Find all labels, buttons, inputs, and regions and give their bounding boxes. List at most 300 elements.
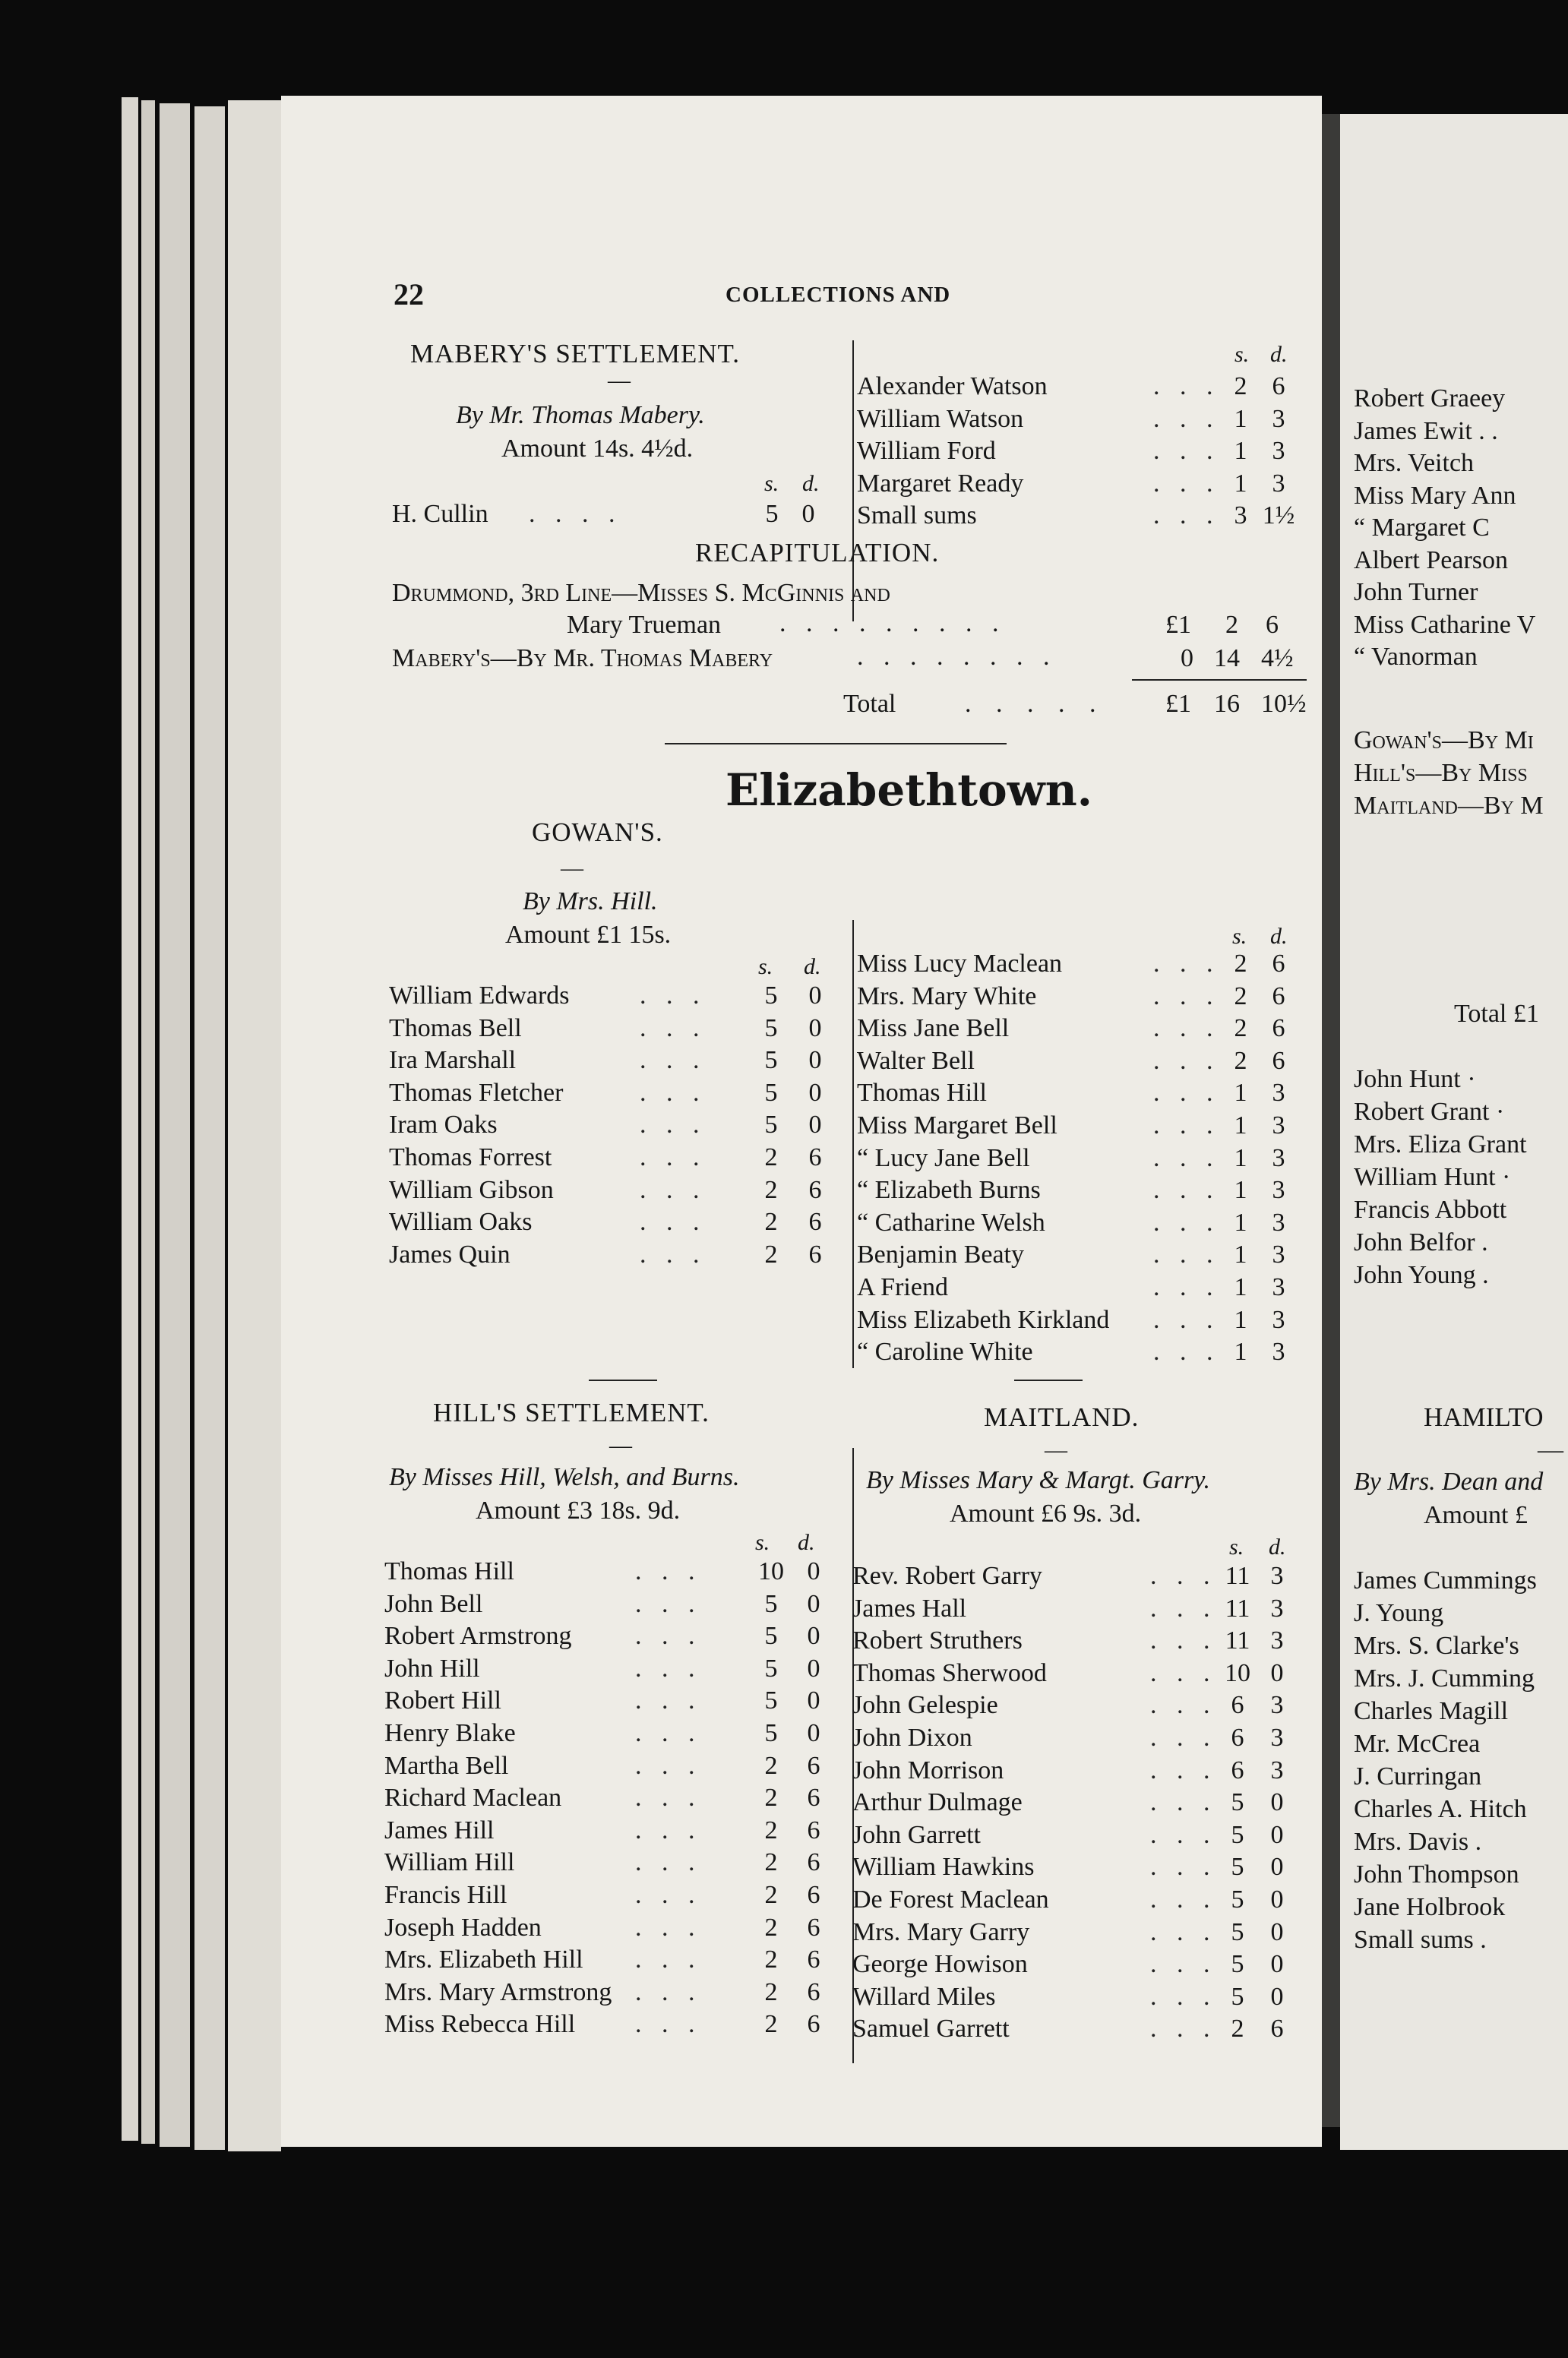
amount-d: 6 bbox=[807, 1784, 820, 1813]
right-page-line: Charles A. Hitch bbox=[1354, 1795, 1527, 1823]
leader-dots: . . . bbox=[1150, 1756, 1217, 1784]
amount-s: 11 bbox=[1225, 1594, 1250, 1623]
leader-dots: . . . bbox=[1153, 1111, 1220, 1139]
leader-dots: . . . bbox=[1150, 1594, 1217, 1623]
section-title-maitland: MAITLAND. bbox=[984, 1402, 1140, 1432]
leader-dots: . . . bbox=[1153, 1305, 1220, 1334]
donor-name: H. Cullin bbox=[392, 500, 488, 528]
column-head-s: s. bbox=[755, 1530, 770, 1555]
list-item bbox=[857, 468, 1322, 500]
list-item bbox=[852, 1917, 1322, 1949]
right-page-line: J. Young bbox=[1354, 1599, 1444, 1627]
amount-d: 3 bbox=[1272, 1305, 1285, 1334]
list-item bbox=[857, 1110, 1322, 1142]
donor-name: Richard Maclean bbox=[384, 1784, 562, 1813]
right-page-line: Gowan's—By Mi bbox=[1354, 726, 1534, 754]
donor-name: Benjamin Beaty bbox=[857, 1241, 1025, 1269]
amount-d: 0 bbox=[808, 981, 822, 1010]
total-s: 16 bbox=[1214, 690, 1240, 718]
amount-d: 0 bbox=[807, 1622, 820, 1651]
leader-dots: . . . . . . . . bbox=[857, 643, 1057, 671]
list-item bbox=[852, 1981, 1322, 2013]
donor-name: William Oaks bbox=[389, 1208, 533, 1237]
donor-name: Francis Hill bbox=[384, 1881, 507, 1909]
collector-line: By Misses Mary & Margt. Garry. bbox=[866, 1466, 1210, 1494]
amount-d: 0 bbox=[807, 1589, 820, 1618]
donor-name: Miss Elizabeth Kirkland bbox=[857, 1305, 1110, 1334]
amount-s: 1 bbox=[1234, 1305, 1247, 1334]
amount-d: 0 bbox=[808, 1111, 822, 1139]
donor-name: Willard Miles bbox=[852, 1982, 996, 2011]
amount-d: 6 bbox=[807, 1881, 820, 1909]
list-item bbox=[857, 1143, 1322, 1174]
donor-name: William Watson bbox=[857, 404, 1024, 433]
page-edge bbox=[194, 106, 225, 2150]
donor-name: William Edwards bbox=[389, 981, 570, 1010]
amount-d: 6 bbox=[807, 1751, 820, 1780]
list-item bbox=[384, 1977, 855, 2009]
amount-d: 6 bbox=[1272, 950, 1285, 978]
amount-d: 0 bbox=[808, 1046, 822, 1075]
right-page-line: “ Vanorman bbox=[1354, 643, 1478, 671]
right-page-heading: HAMILTO bbox=[1424, 1402, 1544, 1432]
amount-s: 2 bbox=[1231, 2015, 1244, 2043]
page-edge bbox=[122, 97, 138, 2141]
list-item bbox=[389, 1077, 860, 1109]
list-item bbox=[857, 371, 1322, 403]
amount-s: 2 bbox=[764, 1240, 778, 1269]
amount-s: 5 bbox=[1231, 1950, 1244, 1979]
section-dash: — bbox=[561, 855, 583, 880]
amount-line: Amount £3 18s. 9d. bbox=[476, 1497, 681, 1525]
leader-dots: . . . bbox=[635, 2010, 702, 2039]
donor-name: Rev. Robert Garry bbox=[852, 1562, 1042, 1590]
amount-s: 2 bbox=[764, 2010, 778, 2039]
leader-dots: . . . bbox=[635, 1719, 702, 1747]
town-heading: Elizabethtown. bbox=[726, 764, 1092, 816]
amount-d: 0 bbox=[1270, 1885, 1284, 1914]
page-edge bbox=[160, 103, 190, 2147]
amount-s: 6 bbox=[1231, 1691, 1244, 1720]
leader-dots: . . . bbox=[640, 1013, 707, 1042]
list-item bbox=[852, 1593, 1322, 1625]
amount-s: 2 bbox=[764, 1848, 778, 1877]
right-page-line: Mrs. S. Clarke's bbox=[1354, 1632, 1519, 1660]
leader-dots: . . . bbox=[1150, 1950, 1217, 1979]
leader-dots: . . . bbox=[1153, 404, 1220, 433]
leader-dots: . . . bbox=[640, 1078, 707, 1107]
leader-dots: . . . bbox=[1153, 981, 1220, 1010]
list-item bbox=[852, 1949, 1322, 1980]
leader-dots: . . . bbox=[1150, 1724, 1217, 1752]
list-item bbox=[857, 1013, 1322, 1045]
amount-line: Amount £1 15s. bbox=[505, 921, 672, 949]
recap-amt-d: 4½ bbox=[1261, 644, 1294, 672]
amount-d: 3 bbox=[1270, 1562, 1284, 1590]
donor-name: William Gibson bbox=[389, 1175, 554, 1204]
right-page-line: Hill's—By Miss bbox=[1354, 759, 1528, 787]
amount-d: 3 bbox=[1272, 437, 1285, 465]
amount-d: 3 bbox=[1272, 1338, 1285, 1367]
list-item bbox=[389, 1045, 860, 1076]
donor-name: William Hawkins bbox=[852, 1853, 1035, 1882]
leader-dots: . . . bbox=[1153, 1143, 1220, 1172]
page-edge bbox=[228, 100, 281, 2151]
leader-dots: . . . bbox=[1153, 501, 1220, 529]
leader-dots: . . . bbox=[1150, 2015, 1217, 2043]
amount-d: 3 bbox=[1272, 1208, 1285, 1237]
donor-name: Thomas Forrest bbox=[389, 1143, 552, 1171]
leader-dots: . . . bbox=[635, 1589, 702, 1618]
list-item bbox=[852, 1658, 1322, 1689]
amount-s: 5 bbox=[764, 1686, 778, 1715]
column-head-d: d. bbox=[1270, 342, 1288, 367]
running-head: COLLECTIONS AND bbox=[726, 283, 951, 307]
section-dash: — bbox=[608, 368, 631, 393]
amount-s: 1 bbox=[1234, 1176, 1247, 1205]
column-head-s: s. bbox=[1229, 1535, 1244, 1560]
amount-s: 5 bbox=[764, 1589, 778, 1618]
recap-line-1b: Mary Trueman bbox=[567, 611, 722, 639]
leader-dots: . . . bbox=[1153, 950, 1220, 978]
leader-dots: . . . . . . . . . bbox=[779, 609, 1006, 637]
list-item bbox=[852, 1819, 1322, 1851]
amount-d: 6 bbox=[808, 1240, 822, 1269]
amount-s: 2 bbox=[1234, 950, 1247, 978]
right-page bbox=[1340, 114, 1568, 2150]
amount-d: 3 bbox=[1272, 1241, 1285, 1269]
list-item bbox=[857, 1045, 1322, 1077]
amount-s: 10 bbox=[1225, 1658, 1250, 1687]
donor-name: Miss Margaret Bell bbox=[857, 1111, 1057, 1139]
list-item bbox=[384, 1588, 855, 1620]
column-head-d: d. bbox=[802, 471, 820, 496]
page-number: 22 bbox=[394, 277, 424, 311]
amount-s: 2 bbox=[764, 1881, 778, 1909]
amount-s: 1 bbox=[1234, 1143, 1247, 1172]
leader-dots: . . . bbox=[1153, 1079, 1220, 1108]
list-item bbox=[857, 1077, 1322, 1109]
amount-d: 3 bbox=[1272, 1111, 1285, 1139]
column-head-d: d. bbox=[798, 1530, 815, 1555]
list-item bbox=[389, 1206, 860, 1238]
list-item bbox=[384, 1912, 855, 1944]
amount-s: 5 bbox=[764, 1654, 778, 1683]
amount-d: 3 bbox=[1272, 1273, 1285, 1301]
donor-name: “ Elizabeth Burns bbox=[857, 1176, 1041, 1205]
donor-name: William Hill bbox=[384, 1848, 515, 1877]
amount-d: 0 bbox=[807, 1686, 820, 1715]
amount-line: Amount £6 9s. 3d. bbox=[950, 1500, 1142, 1528]
leader-dots: . . . bbox=[635, 1881, 702, 1909]
amount-s: 2 bbox=[764, 1946, 778, 1974]
leader-dots: . . . . bbox=[529, 500, 622, 528]
right-page-line: Mrs. Davis . bbox=[1354, 1828, 1482, 1856]
list-item bbox=[852, 1851, 1322, 1883]
amount-d: 0 bbox=[807, 1719, 820, 1747]
amount-d: 6 bbox=[808, 1143, 822, 1171]
amount-s: 5 bbox=[1231, 1853, 1244, 1882]
leader-dots: . . . bbox=[1153, 1014, 1220, 1043]
donor-name: Thomas Bell bbox=[389, 1013, 522, 1042]
right-page-line: James Cummings bbox=[1354, 1566, 1537, 1595]
list-item bbox=[384, 1847, 855, 1879]
amount-d: 3 bbox=[1270, 1756, 1284, 1784]
donor-name: William Ford bbox=[857, 437, 996, 465]
amount-s: 5 bbox=[764, 1622, 778, 1651]
amount-s: 2 bbox=[764, 1816, 778, 1844]
amount-s: 6 bbox=[1231, 1724, 1244, 1752]
donor-name: Robert Armstrong bbox=[384, 1622, 572, 1651]
right-page-line: Miss Catharine V bbox=[1354, 610, 1536, 639]
amount-d: 3 bbox=[1272, 404, 1285, 433]
donor-name: Henry Blake bbox=[384, 1719, 516, 1747]
leader-dots: . . . bbox=[1153, 372, 1220, 400]
right-page-line: Mrs. Veitch bbox=[1354, 449, 1475, 477]
amount-s: 2 bbox=[1234, 1014, 1247, 1043]
amount-s: 1 bbox=[1234, 1111, 1247, 1139]
amount-s: 2 bbox=[1234, 1046, 1247, 1075]
leader-dots: . . . bbox=[1153, 1208, 1220, 1237]
right-page-line: Robert Graeey bbox=[1354, 384, 1506, 412]
donor-name: Mrs. Elizabeth Hill bbox=[384, 1946, 583, 1974]
list-item bbox=[857, 1239, 1322, 1271]
amount-d: 3 bbox=[1272, 469, 1285, 498]
leader-dots: . . . bbox=[1153, 437, 1220, 465]
leader-dots: . . . bbox=[640, 1240, 707, 1269]
amount-s: 5 bbox=[764, 1078, 778, 1107]
amount-d: 6 bbox=[808, 1175, 822, 1204]
list-item bbox=[852, 2013, 1322, 2045]
right-page-line: Maitland—By M bbox=[1354, 792, 1544, 820]
right-page-line: John Thompson bbox=[1354, 1860, 1519, 1889]
left-page bbox=[281, 96, 1322, 2147]
right-page-line: Mrs. Eliza Grant bbox=[1354, 1130, 1527, 1158]
leader-dots: . . . bbox=[635, 1622, 702, 1651]
amount-s: 1 bbox=[1234, 437, 1247, 465]
donor-name: Miss Jane Bell bbox=[857, 1014, 1010, 1043]
page-edge bbox=[141, 100, 155, 2144]
amount-s: 5 bbox=[764, 1013, 778, 1042]
amount-d: 6 bbox=[807, 2010, 820, 2039]
amount-d: 6 bbox=[808, 1208, 822, 1237]
amount-s: 5 bbox=[1231, 1788, 1244, 1817]
right-page-line: John Young . bbox=[1354, 1261, 1489, 1289]
right-page-line: Albert Pearson bbox=[1354, 545, 1509, 574]
right-page-line: Miss Mary Ann bbox=[1354, 481, 1516, 510]
right-page-line: John Belfor . bbox=[1354, 1228, 1488, 1256]
amount-d: 3 bbox=[1270, 1594, 1284, 1623]
donor-name: John Hill bbox=[384, 1654, 480, 1683]
right-page-line: Robert Grant · bbox=[1354, 1098, 1505, 1126]
right-page-line: “ Margaret C bbox=[1354, 514, 1490, 542]
total-d: 10½ bbox=[1261, 690, 1307, 718]
divider bbox=[1014, 1380, 1083, 1381]
donor-name: Mrs. Mary White bbox=[857, 981, 1037, 1010]
amount-d: 3 bbox=[1270, 1626, 1284, 1655]
column-head-d: d. bbox=[1270, 924, 1288, 949]
list-item bbox=[389, 1174, 860, 1206]
column-head-s: s. bbox=[1234, 342, 1250, 367]
right-page-amount: Amount £ bbox=[1424, 1501, 1528, 1529]
list-item bbox=[384, 1685, 855, 1717]
donor-name: James Hill bbox=[384, 1816, 495, 1844]
section-title-hills: HILL'S SETTLEMENT. bbox=[433, 1398, 710, 1427]
leader-dots: . . . bbox=[1153, 469, 1220, 498]
leader-dots: . . . bbox=[640, 1143, 707, 1171]
list-item bbox=[389, 1013, 860, 1045]
collector-line: By Mr. Thomas Mabery. bbox=[456, 401, 705, 429]
list-item bbox=[857, 1207, 1322, 1239]
amount-d: 6 bbox=[807, 1848, 820, 1877]
collector-line: By Misses Hill, Welsh, and Burns. bbox=[389, 1463, 740, 1491]
amount-s: 3 bbox=[1234, 501, 1247, 529]
column-head-s: s. bbox=[1232, 924, 1247, 949]
amount-d: 0 bbox=[1270, 1820, 1284, 1849]
donor-name: Thomas Hill bbox=[384, 1557, 514, 1585]
recap-line-2: Mabery's—By Mr. Thomas Mabery bbox=[392, 644, 773, 672]
list-item bbox=[857, 500, 1322, 532]
leader-dots: . . . bbox=[1150, 1820, 1217, 1849]
right-page-line: James Ewit . . bbox=[1354, 416, 1498, 445]
leader-dots: . . . bbox=[635, 1654, 702, 1683]
amount-d: 6 bbox=[1270, 2015, 1284, 2043]
right-page-line: Francis Abbott bbox=[1354, 1196, 1507, 1224]
column-head-s: s. bbox=[764, 471, 779, 496]
leader-dots: . . . bbox=[1153, 1046, 1220, 1075]
leader-dots: . . . bbox=[1150, 1658, 1217, 1687]
donor-name: Iram Oaks bbox=[389, 1111, 498, 1139]
amount-d: 6 bbox=[807, 1913, 820, 1942]
list-item bbox=[852, 1625, 1322, 1657]
donor-name: Martha Bell bbox=[384, 1751, 509, 1780]
right-page-line: Jane Holbrook bbox=[1354, 1893, 1506, 1921]
amount-d: 0 bbox=[1270, 1853, 1284, 1882]
right-page-line: John Hunt · bbox=[1354, 1065, 1476, 1093]
amount-s: 2 bbox=[1234, 981, 1247, 1010]
leader-dots: . . . bbox=[635, 1557, 702, 1585]
right-page-line: William Hunt · bbox=[1354, 1163, 1511, 1191]
amount-d: 0 bbox=[801, 500, 815, 528]
leader-dots: . . . bbox=[635, 1784, 702, 1813]
leader-dots: . . . bbox=[1153, 1241, 1220, 1269]
amount-s: 2 bbox=[764, 1751, 778, 1780]
list-item bbox=[857, 1304, 1322, 1336]
list-item bbox=[389, 980, 860, 1012]
leader-dots: . . . bbox=[1153, 1176, 1220, 1205]
amount-d: 3 bbox=[1272, 1079, 1285, 1108]
column-head-d: d. bbox=[1269, 1535, 1286, 1560]
donor-name: James Hall bbox=[852, 1594, 967, 1623]
leader-dots: . . . . . bbox=[965, 690, 1105, 718]
leader-dots: . . . bbox=[635, 1946, 702, 1974]
amount-d: 6 bbox=[1272, 1014, 1285, 1043]
donor-name: Arthur Dulmage bbox=[852, 1788, 1023, 1817]
list-item bbox=[384, 1815, 855, 1847]
leader-dots: . . . bbox=[635, 1686, 702, 1715]
amount-s: 2 bbox=[1234, 372, 1247, 400]
amount-s: 2 bbox=[764, 1175, 778, 1204]
donor-name: “ Lucy Jane Bell bbox=[857, 1143, 1030, 1172]
donor-name: Walter Bell bbox=[857, 1046, 975, 1075]
recap-amt-pounds: £1 bbox=[1165, 611, 1191, 639]
leader-dots: . . . bbox=[635, 1816, 702, 1844]
amount-s: 5 bbox=[764, 1046, 778, 1075]
amount-s: 11 bbox=[1225, 1626, 1250, 1655]
amount-d: 6 bbox=[1272, 372, 1285, 400]
donor-name: “ Caroline White bbox=[857, 1338, 1033, 1367]
leader-dots: . . . bbox=[1150, 1917, 1217, 1946]
amount-d: 0 bbox=[807, 1557, 820, 1585]
leader-dots: . . . bbox=[1150, 1691, 1217, 1720]
leader-dots: . . . bbox=[1153, 1338, 1220, 1367]
amount-s: 5 bbox=[764, 981, 778, 1010]
donor-name: Samuel Garrett bbox=[852, 2015, 1010, 2043]
list-item bbox=[384, 1879, 855, 1911]
amount-d: 1½ bbox=[1262, 501, 1295, 529]
amount-d: 0 bbox=[1270, 1788, 1284, 1817]
leader-dots: . . . bbox=[635, 1751, 702, 1780]
amount-d: 0 bbox=[1270, 1917, 1284, 1946]
donor-name: John Dixon bbox=[852, 1724, 972, 1752]
list-item bbox=[857, 435, 1322, 467]
amount-s: 2 bbox=[764, 1913, 778, 1942]
donor-name: Miss Rebecca Hill bbox=[384, 2010, 576, 2039]
divider bbox=[589, 1380, 657, 1381]
leader-dots: . . . bbox=[640, 1175, 707, 1204]
amount-s: 5 bbox=[765, 500, 779, 528]
total-pounds: £1 bbox=[1165, 690, 1191, 718]
amount-d: 3 bbox=[1270, 1724, 1284, 1752]
donor-name: James Quin bbox=[389, 1240, 511, 1269]
amount-s: 1 bbox=[1234, 404, 1247, 433]
right-page-line: Mrs. J. Cumming bbox=[1354, 1664, 1535, 1693]
donor-name: Small sums bbox=[857, 501, 977, 529]
leader-dots: . . . bbox=[635, 1913, 702, 1942]
donor-name: Mrs. Mary Armstrong bbox=[384, 1977, 612, 2006]
list-item bbox=[384, 2009, 855, 2040]
recap-amt-s: 2 bbox=[1225, 611, 1238, 639]
amount-s: 10 bbox=[758, 1557, 784, 1585]
leader-dots: . . . bbox=[1153, 1273, 1220, 1301]
list-item bbox=[384, 1782, 855, 1814]
donor-name: Margaret Ready bbox=[857, 469, 1024, 498]
recap-line-1: Drummond, 3rd Line—Misses S. McGinnis and bbox=[392, 579, 890, 607]
leader-dots: . . . bbox=[640, 981, 707, 1010]
amount-d: 6 bbox=[807, 1816, 820, 1844]
leader-dots: . . . bbox=[1150, 1562, 1217, 1590]
list-item bbox=[857, 1272, 1322, 1304]
recap-amt-pounds: 0 bbox=[1181, 644, 1193, 672]
amount-s: 1 bbox=[1234, 1079, 1247, 1108]
section-title-gowans: GOWAN'S. bbox=[532, 817, 663, 847]
donor-name: Miss Lucy Maclean bbox=[857, 950, 1063, 978]
list-item bbox=[857, 981, 1322, 1013]
amount-d: 6 bbox=[1272, 1046, 1285, 1075]
amount-s: 5 bbox=[764, 1111, 778, 1139]
donor-name: John Gelespie bbox=[852, 1691, 998, 1720]
amount-s: 2 bbox=[764, 1208, 778, 1237]
amount-s: 5 bbox=[1231, 1982, 1244, 2011]
list-item bbox=[852, 1787, 1322, 1819]
amount-s: 5 bbox=[1231, 1885, 1244, 1914]
donor-name: Thomas Fletcher bbox=[389, 1078, 564, 1107]
donor-name: Robert Struthers bbox=[852, 1626, 1023, 1655]
amount-d: 3 bbox=[1272, 1143, 1285, 1172]
list-item bbox=[389, 1239, 860, 1271]
list-item bbox=[389, 1109, 860, 1141]
amount-d: 0 bbox=[808, 1078, 822, 1107]
